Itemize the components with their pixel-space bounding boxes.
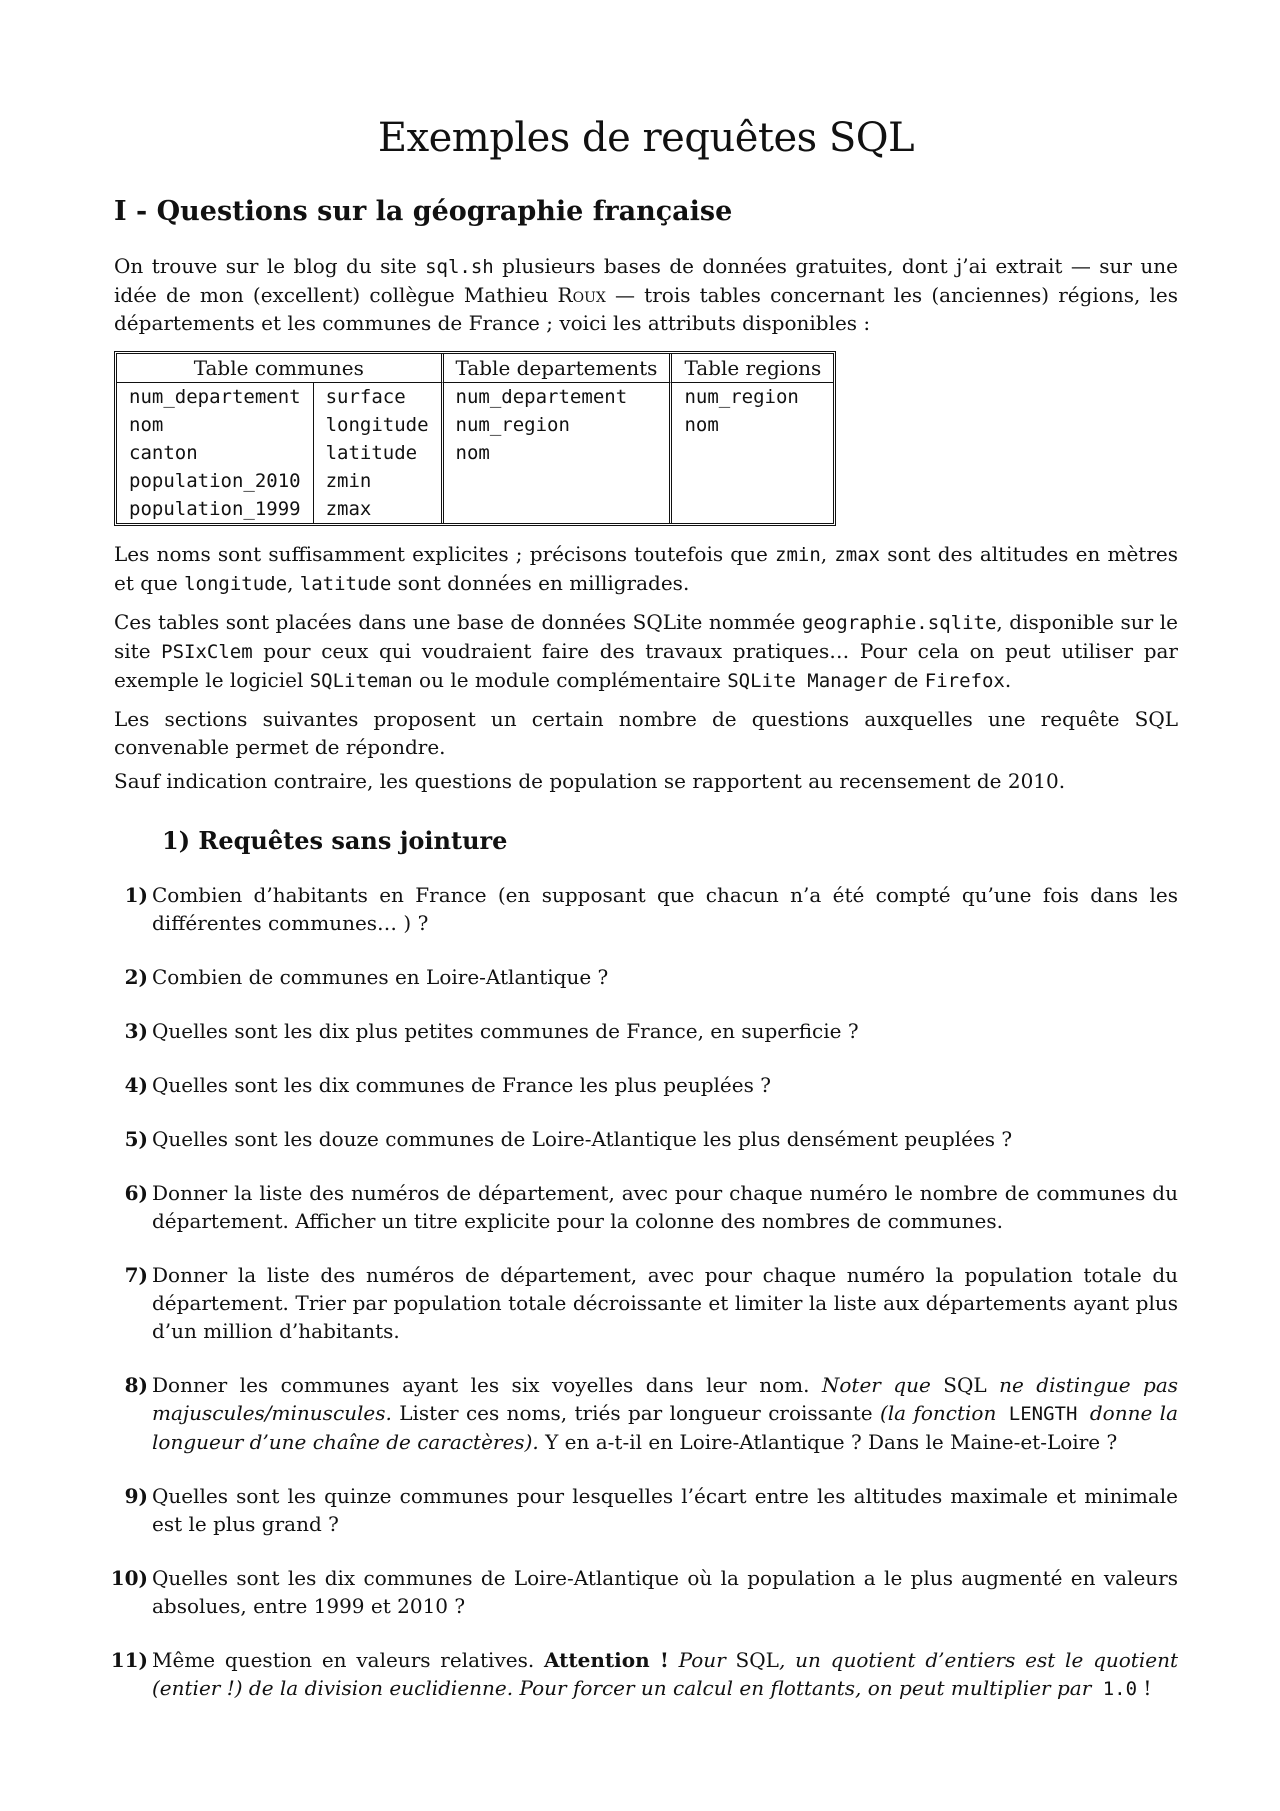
list-item: 6) Donner la liste des numéros de département, avec pour chaque numéro le nombre de communes du département. Afficher un titre explicite pour la colonne des nombres de communes. — [124, 1181, 1178, 1233]
table-cell: surface — [313, 383, 441, 411]
table-cell: population_1999 — [129, 498, 301, 520]
page-title: Exemples de requêtes SQL — [377, 115, 915, 161]
table-cell: zmax — [313, 495, 441, 523]
table-header-communes: Table communes — [117, 354, 441, 383]
list-item: 4) Quelles sont les dix communes de France les plus peuplées ? — [124, 1073, 771, 1097]
table-cell: nom — [441, 439, 670, 467]
table-cell: num_region — [441, 411, 670, 439]
note-paragraph: Les noms sont suffisamment explicites ; précisons toutefois que zmin, zmax sont des altitudes en mètres et que longitude, latitude sont données en milligrades. — [114, 542, 1178, 595]
section-heading: I - Questions sur la géographie française — [114, 196, 733, 227]
table-cell: longitude — [313, 411, 441, 439]
inline-code: sql.sh — [425, 256, 494, 278]
table-cell: latitude — [313, 439, 441, 467]
table-cell: num_region — [669, 383, 833, 411]
list-item: 7) Donner la liste des numéros de département, avec pour chaque numéro la population totale du département. Trier par population totale décroissante et limiter la liste aux départements ayant plus d’un million d’habitants. — [124, 1263, 1178, 1343]
table-row — [117, 467, 833, 495]
table-cell — [669, 439, 833, 467]
table-row — [117, 383, 833, 411]
table-cell: num_departement — [441, 383, 670, 411]
table-header-row — [117, 354, 833, 383]
subsection-heading: 1) Requêtes sans jointure — [162, 826, 508, 855]
table-cell: population_2010 — [129, 470, 301, 492]
list-item: 1) Combien d’habitants en France (en supposant que chacun n’a été compté qu’une fois dans les différentes communes… ) ? — [124, 883, 1178, 935]
table-header-departements: Table departements — [441, 354, 670, 383]
table-header-regions: Table regions — [669, 354, 833, 383]
author-name: Roux — [557, 283, 606, 307]
list-item: 11) Même question en valeurs relatives. Attention ! Pour SQL, un quotient d’entiers est le quotient (entier !) de la division euclidienne. Pour forcer un calcul en flottants, on peut multiplier par 1.0 ! — [110, 1648, 1178, 1700]
list-item: 3) Quelles sont les dix plus petites communes de France, en superficie ? — [124, 1019, 859, 1043]
table-cell: nom — [129, 414, 164, 436]
intro-paragraph: On trouve sur le blog du site sql.sh plusieurs bases de données gratuites, dont j’ai extrait — sur une idée de mon (excellent) collègue Mathieu Roux — trois tables concernant les (anciennes) régions, les départements et les communes de France ; voici les attributs disponibles : — [114, 254, 1179, 335]
note-paragraph: Sauf indication contraire, les questions de population se rapportent au recensement de 2010. — [114, 769, 1066, 793]
table-cell: num_departement — [129, 386, 301, 408]
table-cell — [669, 495, 833, 523]
table-row — [117, 439, 833, 467]
note-paragraph: Ces tables sont placées dans une base de données SQLite nommée geographie.sqlite, disponible sur le site PSIxClem pour ceux qui voudraient faire des travaux pratiques… Pour cela on peut utiliser par exemple le logiciel SQLiteman ou le module complémentaire SQLite Manager de Firefox. — [114, 610, 1178, 692]
list-item: 10) Quelles sont les dix communes de Loire-Atlantique où la population a le plus augmenté en valeurs absolues, entre 1999 et 2010 ? — [110, 1566, 1178, 1618]
table-row — [117, 495, 833, 523]
table-cell: canton — [129, 442, 198, 464]
list-item: 5) Quelles sont les douze communes de Loire-Atlantique les plus densément peuplées ? — [124, 1127, 1013, 1151]
table-cell: nom — [669, 411, 833, 439]
attributes-table — [114, 351, 836, 526]
list-item: 8) Donner les communes ayant les six voyelles dans leur nom. Noter que SQL ne distingue pas majuscules/minuscules. Lister ces noms, triés par longueur croissante (la fonction LENGTH donne la longueur d’une chaîne de caractères). Y en a-t-il en Loire-Atlantique ? Dans le Maine-et-Loire ? — [124, 1373, 1179, 1454]
table-cell — [441, 495, 670, 523]
table-cell — [441, 467, 670, 495]
table-cell: zmin — [313, 467, 441, 495]
note-paragraph: Les sections suivantes proposent un certain nombre de questions auxquelles une requête SQL convenable permet de répondre. — [114, 707, 1178, 759]
list-item: 9) Quelles sont les quinze communes pour lesquelles l’écart entre les altitudes maximale et minimale est le plus grand ? — [124, 1484, 1178, 1536]
list-item: 2) Combien de communes en Loire-Atlantique ? — [124, 965, 609, 989]
table-row — [117, 411, 833, 439]
questions-list — [110, 881, 1179, 1703]
document-page — [110, 0, 1179, 1729]
table-cell — [669, 467, 833, 495]
